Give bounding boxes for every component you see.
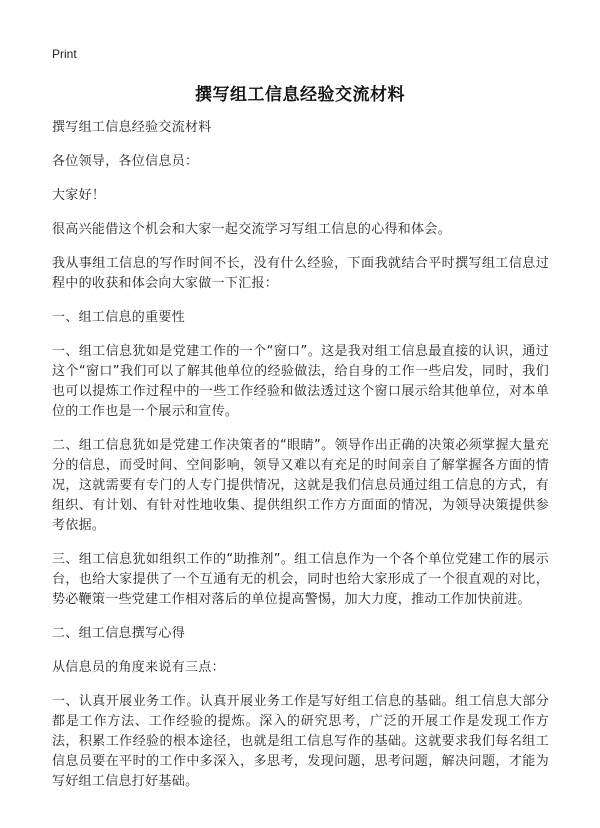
paragraph-background: 我从事组工信息的写作时间不长，没有什么经验，下面我就结合平时撰写组工信息过程中的收获和体会向大家做一下汇报： — [52, 256, 549, 291]
paragraph-subtitle: 撰写组工信息经验交流材料 — [52, 120, 212, 135]
paragraph-window: 一、组工信息犹如是党建工作的一个“窗口”。这是我对组工信息最直接的认识，通过这个“窗口”我们可以了解其他单位的经验做法，给自身的工作一些启发，同时，我们也可以提炼工作过程中的一些工作经验和做法透过这个窗口展示给其他单位，对本单位的工作也是一个展示和宣传。 — [52, 344, 549, 419]
paragraph-greeting: 大家好！ — [52, 188, 106, 203]
paragraph-three-points: 从信息员的角度来说有三点： — [52, 660, 225, 675]
section-heading-experience: 二、组工信息撰写心得 — [52, 626, 186, 641]
section-heading-importance: 一、组工信息的重要性 — [52, 310, 186, 325]
paragraph-salutation: 各位领导，各位信息员： — [52, 154, 199, 169]
document-title: 撰写组工信息经验交流材料 — [195, 85, 405, 105]
paragraph-intro: 很高兴能借这个机会和大家一起交流学习写组工信息的心得和体会。 — [52, 222, 452, 237]
paragraph-booster: 三、组工信息犹如组织工作的“助推剂”。组工信息作为一个各个单位党建工作的展示台，也给大家提供了一个互通有无的机会，同时也给大家形成了一个很直观的对比，势必鞭策一些党建工作相对落后的单位提高警惕，加大力度，推动工作加快前进。 — [52, 552, 549, 607]
document-body — [52, 118, 549, 806]
paragraph-business-work: 一、认真开展业务工作。认真开展业务工作是写好组工信息的基础。组工信息大部分都是工作方法、工作经验的提炼。深入的研究思考，广泛的开展工作是发现工作方法，积累工作经验的根本途径，也就是组工信息写作的基础。这就要求我们每名组工信息员要在平时的工作中多深入，多思考，发现问题，思考问题，解决问题，才能为写好组工信息打好基础。 — [52, 694, 549, 789]
paragraph-eyes: 二、组工信息犹如是党建工作决策者的“眼睛”。领导作出正确的决策必须掌握大量充分的信息，而受时间、空间影响，领导又难以有充足的时间亲自了解掌握各方面的情况，这就需要有专门的人专门提供情况，这就是我们信息员通过组工信息的方式，有组织、有计划、有针对性地收集、提供组织工作方方面面的情况，为领导决策提供参考依据。 — [52, 438, 549, 533]
print-link[interactable]: Print — [52, 47, 77, 61]
